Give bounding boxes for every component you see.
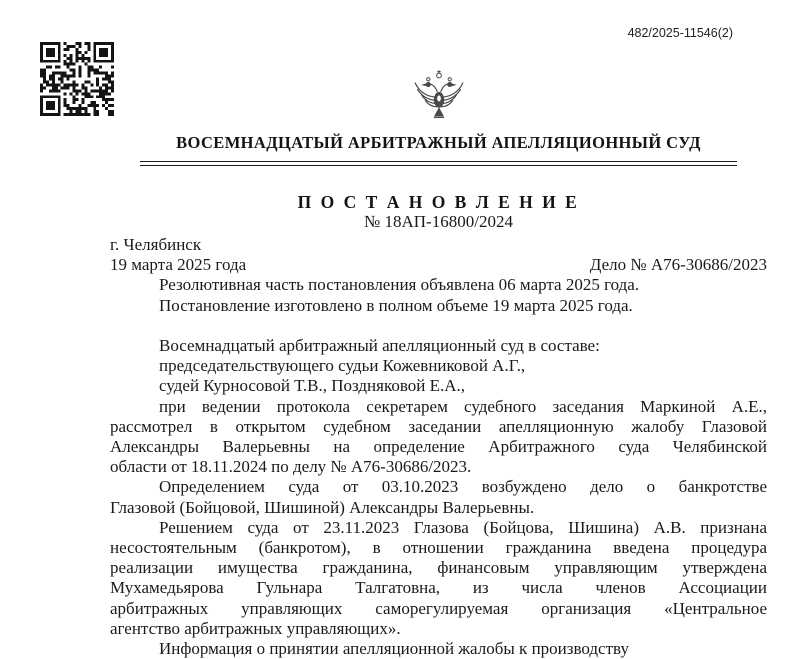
document-registration-number: 482/2025-11546(2)	[627, 26, 733, 40]
court-name: ВОСЕМНАДЦАТЫЙ АРБИТРАЖНЫЙ АПЕЛЛЯЦИОННЫЙ СУД	[176, 133, 701, 152]
appeal-case-number: № 18АП-16800/2024	[364, 211, 513, 231]
doc-line: судей Курносовой Т.В., Поздняковой Е.А.,	[159, 376, 466, 396]
doc-line-clipped: Информация о принятии апелляционной жалобы к производству	[159, 639, 629, 659]
doc-line: Глазовой (Бойцовой, Шишиной) Александры Валерьевны.	[110, 497, 535, 517]
doc-line: рассмотрел в открытом судебном заседании апелляционную жалобу Глазовой	[110, 416, 767, 436]
meta-block	[110, 235, 767, 316]
doc-line: реализации имущества гражданина, финансовым управляющим утверждена	[110, 558, 767, 578]
paragraph-clipped	[110, 639, 767, 659]
doc-line: несостоятельным (банкротом), в отношении гражданина введена процедура	[110, 538, 767, 558]
russian-coat-of-arms-icon	[411, 69, 467, 125]
doc-line: Решением суда от 23.11.2023 Глазова (Бойцова, Шишина) А.В. признана	[159, 517, 767, 537]
paragraph-court-composition	[110, 336, 767, 356]
resolutive-part-line: Резолютивная часть постановления объявлена 06 марта 2025 года.	[159, 275, 640, 295]
emblem-row	[110, 0, 767, 125]
doc-line: области от 18.11.2024 по делу № А76-30686/2023.	[110, 457, 472, 477]
paragraph-bankruptcy-decision	[110, 518, 767, 639]
doc-line: Александры Валерьевны на определение Арбитражного суда Челябинской	[110, 437, 767, 457]
paragraph-hearing	[110, 397, 767, 478]
doc-line: при ведении протокола секретарем судебного заседания Маркиной А.Е.,	[159, 396, 767, 416]
paragraph-case-opened	[110, 477, 767, 517]
date-line: 19 марта 2025 года	[110, 255, 247, 275]
doc-line: Восемнадцатый арбитражный апелляционный суд в составе:	[159, 336, 600, 355]
doc-line: арбитражных управляющих саморегулируемая организация «Центральное	[110, 598, 767, 618]
paragraph-judges	[110, 376, 767, 396]
qr-code	[40, 42, 114, 116]
doc-line: председательствующего судьи Кожевниковой А.Г.,	[159, 356, 526, 376]
date-case-row	[110, 255, 767, 275]
document-body-column	[110, 0, 767, 659]
city-line: г. Челябинск	[110, 235, 202, 254]
paragraph-presiding-judge	[110, 356, 767, 376]
blank-line	[110, 316, 767, 336]
header-divider	[140, 161, 737, 166]
full-volume-line: Постановление изготовлено в полном объеме 19 марта 2025 года.	[159, 295, 633, 315]
qr-code-icon	[40, 42, 114, 116]
document-title: П О С Т А Н О В Л Е Н И Е	[297, 191, 580, 212]
doc-line: Определением суда от 03.10.2023 возбуждено дело о банкротстве	[159, 477, 767, 497]
case-reference: Дело № А76-30686/2023	[589, 255, 767, 275]
doc-line: Мухамедьярова Гульнара Талгатовна, из числа членов Ассоциации	[110, 578, 767, 598]
doc-line: агентство арбитражных управляющих».	[110, 618, 401, 638]
